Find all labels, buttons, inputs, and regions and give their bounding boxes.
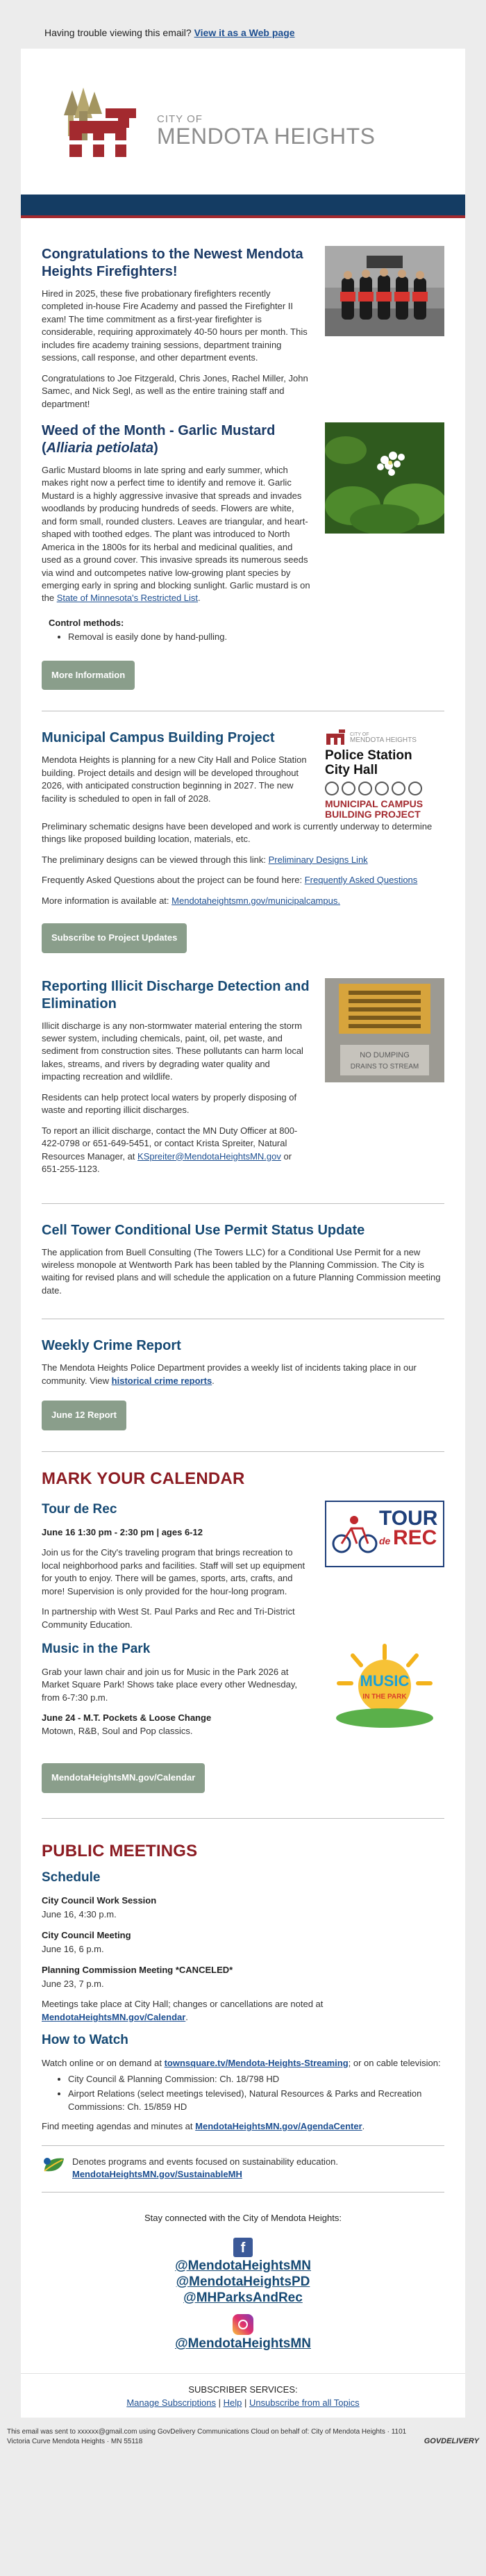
campus-p4-text: Frequently Asked Questions about the project can be found here:: [42, 875, 305, 886]
header-navy-bar: [21, 195, 465, 215]
meetings-note-end: .: [185, 2011, 188, 2022]
music-in-park-date: June 24 - M.T. Pockets & Loose Change: [42, 1712, 212, 1724]
calendar-heading: MARK YOUR CALENDAR: [42, 1469, 245, 1488]
more-information-button[interactable]: More Information: [42, 661, 135, 690]
campus-section: [21, 711, 465, 973]
subscriber-sep: |: [215, 2397, 224, 2408]
facebook-icon[interactable]: f: [233, 2238, 253, 2257]
preliminary-designs-link[interactable]: Preliminary Designs Link: [268, 854, 368, 865]
weed-title-italic: Alliaria petiolata: [46, 440, 154, 456]
drain-text-1: NO DUMPING: [360, 1050, 410, 1059]
sustainability-text: Denotes programs and events focused on sustainability education.: [72, 2156, 339, 2167]
agenda-text: Find meeting agendas and minutes at: [42, 2121, 196, 2132]
manage-subscriptions-link[interactable]: Manage Subscriptions: [126, 2397, 216, 2408]
meeting2-title: City Council Meeting: [42, 1929, 131, 1940]
calendar-section: [21, 1452, 465, 1818]
subscriber-services: [21, 2373, 465, 2418]
control-methods-list: [68, 631, 444, 643]
drain-text-2: DRAINS TO STREAM: [350, 1062, 419, 1071]
campus-project-logo: [325, 729, 444, 820]
meetings-calendar-link[interactable]: MendotaHeightsMN.gov/Calendar: [42, 2011, 186, 2022]
campus-p5-text: More information is available at:: [42, 895, 172, 906]
campus-p3: [42, 854, 444, 866]
subscriber-links: [42, 2397, 444, 2409]
historical-crime-reports-link[interactable]: historical crime reports: [111, 1375, 212, 1386]
agenda-end: .: [362, 2121, 365, 2132]
june-12-report-button[interactable]: June 12 Report: [42, 1401, 126, 1430]
view-web-link[interactable]: View it as a Web page: [194, 27, 295, 38]
firefighters-photo: [325, 246, 444, 336]
music-logo-word2: IN THE PARK: [362, 1692, 407, 1701]
meetings-heading: PUBLIC MEETINGS: [42, 1841, 198, 1860]
control-methods-heading: Control methods:: [49, 617, 124, 628]
campus-logo-line1: Police Station: [325, 748, 412, 763]
schedule-title: Schedule: [42, 1869, 101, 1885]
weed-p1-end: .: [198, 593, 201, 604]
weed-p1-text: Garlic Mustard blooms in late spring and early summer, which makes right now a perfect time to identify and remove it. Garlic Mustard is a highly aggressive invasive that spreads and invades woodlands by producing hundreds of seeds. Flowers are white, and form small, rounded clusters. Leaves are triangular, and heart-shaped with toothed edges. The plant was introduced to North America in the 1800s for its herbal and medicinal qualities, and used as a ground cover. This invasive spreads its numerous seeds via wind and outcompetes native low-growing plant species by emerging early in spring and blocking sunlight. Garlic mustard is on the: [42, 464, 310, 604]
weed-title: [42, 422, 311, 457]
campus-badge-icon: [375, 782, 389, 795]
meetings-note-text: Meetings take place at City Hall; changes or cancellations are noted at: [42, 1999, 324, 2010]
illicit-p3-text: To report an illicit discharge, contact the MN Duty Officer at 800-422-0798 or 651-649-5451, or contact Krista Spreiter, Natural Resources Manager, at: [42, 1125, 298, 1162]
header-logo: [21, 49, 465, 195]
tour-de-rec-date: June 16 1:30 pm - 2:30 pm | ages 6-12: [42, 1526, 203, 1537]
campus-p1: Mendota Heights is planning for a new City Hall and Police Station building. Project details and design will be developed throughout 2026, with anticipated construction beginning in 2027. The new facility is scheduled to open in fall of 2028.: [42, 754, 307, 804]
social-heading: Stay connected with the City of Mendota Heights:: [144, 2213, 342, 2224]
meeting1-time: June 16, 4:30 p.m.: [42, 1909, 117, 1920]
preheader: [0, 0, 486, 49]
storm-drain-photo: [325, 978, 444, 1082]
meeting2-time: June 16, 6 p.m.: [42, 1944, 104, 1955]
crime-p1-end: .: [212, 1375, 215, 1386]
meetings-note: [42, 1998, 444, 2024]
music-in-park-p1: Grab your lawn chair and join us for Music in the Park 2026 at Market Square Park! Shows take place every other Wednesday, from 6-7:30 p.m.: [42, 1666, 298, 1703]
tour-de-rec-p1: Join us for the City's traveling program that brings recreation to local neighborhood parks and facilities. Staff will set up equipment for youth to enjoy. There will be games, sports, arts, crafts, and more! Supervision is only provided for the hour-long program.: [42, 1547, 305, 1596]
ig-mendotaheightsmn-link[interactable]: @MendotaHeightsMN: [175, 2336, 311, 2352]
firefighters-p2: Congratulations to Joe Fitzgerald, Chris Jones, Rachel Miller, John Samec, and Nick Segl, as well as the entire training staff and department!: [42, 372, 308, 409]
meeting3-title: Planning Commission Meeting *CANCELED*: [42, 1964, 233, 1975]
firefighters-title: Congratulations to the Newest Mendota Heights Firefighters!: [42, 246, 303, 279]
townsquare-link[interactable]: townsquare.tv/Mendota-Heights-Streaming: [164, 2058, 349, 2069]
preheader-text: Having trouble viewing this email?: [44, 27, 194, 38]
watch-p1-text: Watch online or on demand at: [42, 2058, 165, 2069]
how-to-watch-title: How to Watch: [42, 2033, 128, 2048]
campus-logo-line2: City Hall: [325, 763, 378, 778]
crime-report-title: Weekly Crime Report: [42, 1338, 181, 1354]
logo-line2: MENDOTA HEIGHTS: [157, 123, 376, 149]
logo-line1: CITY OF: [157, 113, 203, 125]
footer: [0, 2418, 486, 2462]
campus-logo-city: CITY OF: [350, 732, 369, 737]
campus-title: Municipal Campus Building Project: [42, 730, 275, 746]
weed-section: [21, 418, 465, 711]
subscriber-sep: |: [242, 2397, 249, 2408]
tour-de-rec-logo: [325, 1501, 444, 1567]
illicit-section: [21, 974, 465, 1203]
firefighters-p1: Hired in 2025, these five probationary firefighters recently completed in-house Fire Academy and passed the Firefighter II exam! The time commitment as a first-year firefighter is considerable, requiring approximately 40-50 hours per month. This includes fire academy training sessions, department training sessions, call response, and other department events.: [42, 288, 308, 363]
footer-line2: Victoria Curve Mendota Heights · MN 55118: [7, 2438, 143, 2446]
sustainability-leaf-icon: [42, 2156, 65, 2174]
campus-badge-icon: [325, 782, 339, 795]
weed-title-a: Weed of the Month - Garlic Mustard (: [42, 422, 276, 456]
fb-mendotaheightsmn-link[interactable]: @MendotaHeightsMN: [175, 2258, 311, 2273]
kspreiter-email-link[interactable]: KSpreiter@MendotaHeightsMN.gov: [137, 1150, 281, 1162]
subscribe-project-updates-button[interactable]: Subscribe to Project Updates: [42, 923, 187, 952]
music-in-park-title: Music in the Park: [42, 1641, 151, 1656]
campus-badge-icon: [392, 782, 405, 795]
illicit-title: Reporting Illicit Discharge Detection and Elimination: [42, 978, 310, 1012]
sustainability-note: [21, 2146, 465, 2193]
campus-p5: [42, 895, 444, 907]
meetings-section: [21, 1819, 465, 2145]
campus-badge-icon: [358, 782, 372, 795]
weed-p1: [42, 464, 311, 605]
campus-logo-icon: [325, 729, 346, 746]
govdelivery-logo: GOVDELIVERY: [424, 2436, 479, 2445]
campus-p3-text: The preliminary designs can be viewed through this link:: [42, 854, 269, 865]
watch-p1: [42, 2057, 444, 2070]
agenda-center-link[interactable]: MendotaHeightsMN.gov/AgendaCenter: [195, 2121, 362, 2132]
tour-de-rec-p2: In partnership with West St. Paul Parks and Rec and Tri-District Community Education.: [42, 1606, 295, 1630]
crime-p1-text: The Mendota Heights Police Department provides a weekly list of incidents taking place in our community. View: [42, 1362, 417, 1386]
illicit-p1: Illicit discharge is any non-stormwater material entering the storm sewer system, including chemicals, paint, oil, pet waste, and sediment from construction sites. These pollutants can harm local lakes, streams, and rivers by degrading water quality and impacting recreation and wildlife.: [42, 1020, 303, 1082]
campus-badge-icon: [408, 782, 422, 795]
music-in-park-p2: Motown, R&B, Soul and Pop classics.: [42, 1725, 193, 1736]
channel-item: • Airport Relations (select meetings televised), Natural Resources & Parks and Recreation Commissions: Ch. 15/859 HD: [68, 2088, 444, 2113]
cell-tower-title: Cell Tower Conditional Use Permit Status Update: [42, 1222, 365, 1238]
restricted-list-link[interactable]: State of Minnesota's Restricted List: [56, 593, 199, 604]
agenda-p: [42, 2120, 444, 2133]
music-in-park-logo: [325, 1640, 444, 1731]
channel-list: [68, 2073, 444, 2113]
tour-bike-icon: [330, 1513, 379, 1555]
illicit-p3: [42, 1125, 311, 1176]
municipal-campus-link[interactable]: Mendotaheightsmn.gov/municipalcampus.: [171, 895, 340, 906]
campus-badge-icon: [342, 782, 355, 795]
logo-wordmark: [157, 114, 375, 148]
weed-title-b: ): [153, 440, 158, 456]
fb-mendotaheightspd-link[interactable]: @MendotaHeightsPD: [176, 2274, 310, 2289]
unsubscribe-all-link[interactable]: Unsubscribe from all Topics: [249, 2397, 360, 2408]
firefighters-section: [21, 218, 465, 418]
illicit-p3-end: or 651-255-1123.: [42, 1150, 292, 1175]
garlic-mustard-photo: [325, 422, 444, 534]
meeting3-time: June 23, 7 p.m.: [42, 1978, 104, 1989]
illicit-p2: Residents can help protect local waters by properly disposing of waste and reporting illicit discharges.: [42, 1091, 297, 1116]
tour-logo-word3: REC: [392, 1526, 437, 1550]
help-link[interactable]: Help: [223, 2397, 242, 2408]
fb-mhparksandrec-link[interactable]: @MHParksAndRec: [183, 2290, 303, 2305]
instagram-icon[interactable]: [233, 2314, 253, 2335]
footer-line1: This email was sent to xxxxxx@gmail.com using GovDelivery Communications Cloud on behalf of: City of Mendota Heights · 1101: [7, 2428, 407, 2436]
calendar-button[interactable]: MendotaHeightsMN.gov/Calendar: [42, 1763, 205, 1792]
campus-logo-line4: BUILDING PROJECT: [325, 809, 421, 820]
tour-logo-word1: TOUR: [379, 1506, 438, 1530]
social-section: [21, 2193, 465, 2373]
subscriber-label: SUBSCRIBER SERVICES:: [188, 2384, 298, 2395]
crime-report-section: [21, 1319, 465, 1451]
tour-logo-word2: de: [379, 1535, 391, 1547]
control-method-item: • Removal is easily done by hand-pulling.: [68, 631, 444, 643]
tour-de-rec-title: Tour de Rec: [42, 1501, 117, 1517]
campus-logo-city2: MENDOTA HEIGHTS: [350, 736, 417, 744]
campus-p2: Preliminary schematic designs have been developed and work is currently underway to determine things like proposed building location, materials, etc.: [42, 820, 433, 845]
cell-tower-p1: The application from Buell Consulting (The Towers LLC) for a Conditional Use Permit for a new wireless monopole at Wentworth Park has been tabled by the Planning Commission. The City is waiting for revised plans and will schedule the application on a future Planning Commission meeting date.: [42, 1246, 441, 1296]
meeting1-title: City Council Work Session: [42, 1894, 157, 1906]
faq-link[interactable]: Frequently Asked Questions: [304, 875, 418, 886]
music-logo-word1: MUSIC: [360, 1671, 410, 1690]
cell-tower-section: [21, 1204, 465, 1319]
email-body: [21, 49, 465, 2418]
watch-p1-end: ; or on cable television:: [348, 2058, 441, 2069]
crime-report-p1: [42, 1362, 444, 1387]
footer-text: [7, 2427, 406, 2447]
sustainable-mh-link[interactable]: MendotaHeightsMN.gov/SustainableMH: [72, 2169, 242, 2179]
city-logo-icon: [62, 88, 137, 164]
campus-p4: [42, 874, 444, 886]
channel-item: • City Council & Planning Commission: Ch. 18/798 HD: [68, 2073, 444, 2086]
campus-logo-line3: MUNICIPAL CAMPUS: [325, 798, 424, 810]
